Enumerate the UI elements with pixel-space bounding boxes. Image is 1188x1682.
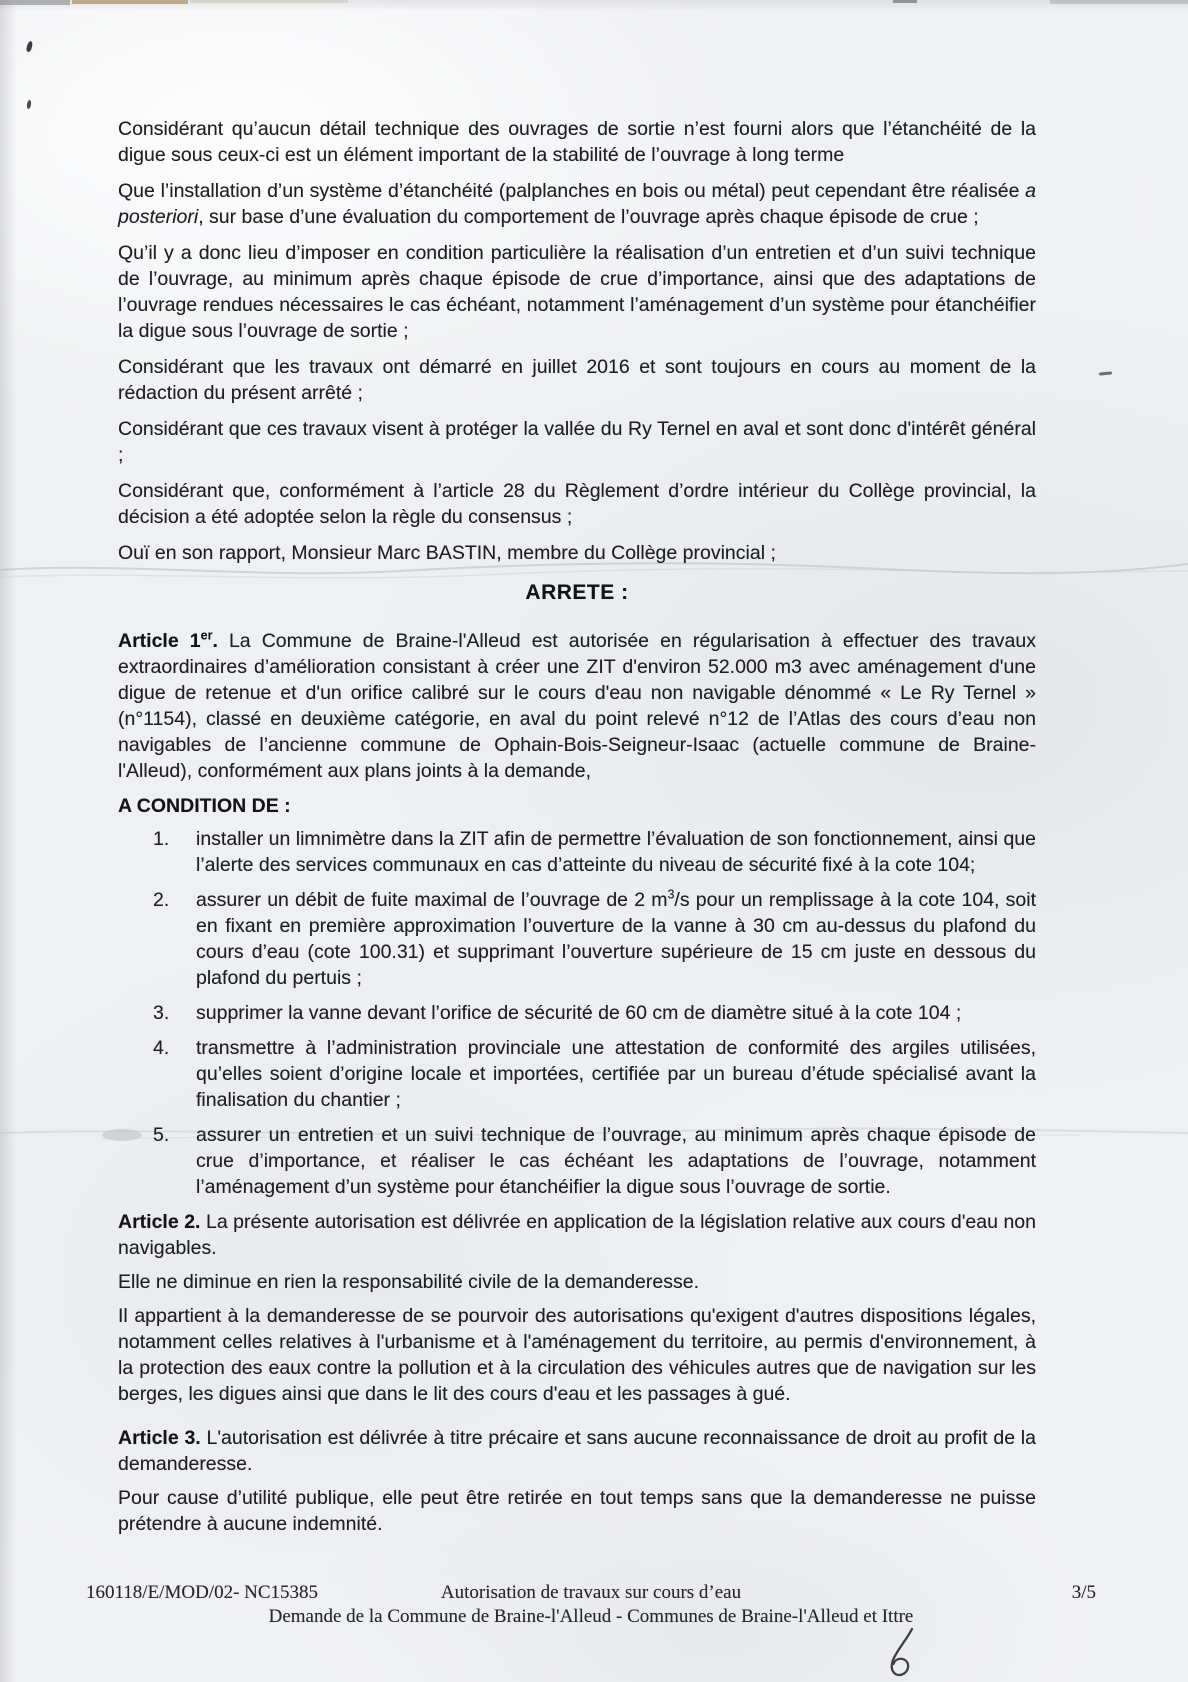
considerant-paragraph-1: Considérant qu’aucun détail technique des ouvrages de sortie n’est fourni alors que l’étanchéité de la digue sous ceux-ci est un élément important de la stabilité de l’ouvrage à long terme: [118, 118, 1036, 166]
considerant-paragraph-6: Considérant que, conformément à l’article 28 du Règlement d’ordre intérieur du Collège provincial, la décision a été adoptée selon la règle du consensus ;: [118, 480, 1036, 528]
page-footer: [86, 1581, 1096, 1628]
condition-item-5: [118, 1122, 1036, 1200]
footer-reference-number: 160118/E/MOD/02- NC15385: [86, 1582, 319, 1603]
condition-text: supprimer la vanne devant l’orifice de sécurité de 60 cm de diamètre situé à la cote 104 ;: [196, 1002, 962, 1024]
condition-text: /s pour un remplissage à la cote 104, soit en fixant en première approximation l’ouverture de la vanne à 30 cm au-dessus du plafond du cours d’eau (cote 100.31) et supprimant l’ouverture supérieure de 15 cm juste en dessous du plafond du pertuis ;: [196, 889, 1036, 989]
condition-item-1: [118, 826, 1036, 878]
considerant-paragraph-2: [118, 178, 1036, 230]
article-1-paragraph: [118, 628, 1036, 784]
condition-item-4: [118, 1035, 1036, 1113]
scan-artifact-top-strip-dark: [0, 0, 70, 5]
condition-text: installer un limnimètre dans la ZIT afin de permettre l’évaluation de son fonctionnement, ainsi que l’alerte des services communaux en cas d’atteinte du niveau de sécurité fixé à la cote 104;: [196, 828, 1036, 876]
footer-document-title: Autorisation de travaux sur cours d’eau: [440, 1582, 742, 1603]
footer-page-number: 3/5: [1071, 1582, 1096, 1603]
paragraph-text: Que l’installation d’un système d’étanchéité (palplanches en bois ou métal) peut cependant être réalisée: [118, 180, 1026, 202]
footer-line-1: [86, 1581, 1096, 1604]
article-1-label: Article 1: [118, 630, 201, 652]
scan-artifact-top-dash: [893, 0, 917, 3]
footer-subtitle: Demande de la Commune de Braine-l'Alleud - Communes de Braine-l'Alleud et Ittre: [268, 1606, 914, 1627]
condition-item-3: [118, 1000, 1036, 1026]
utilite-publique-paragraph: Pour cause d’utilité publique, elle peut être retirée en tout temps sans que la demanderesse ne puisse prétendre à aucune indemnité.: [118, 1487, 1036, 1535]
article-1-dot: .: [212, 630, 218, 652]
oui-rapport-paragraph: Ouï en son rapport, Monsieur Marc BASTIN, membre du Collège provincial ;: [118, 542, 776, 564]
document-body: [118, 116, 1036, 1547]
autres-dispositions-paragraph: Il appartient à la demanderesse de se pourvoir des autorisations qu'exigent d'autres dispositions légales, notamment celles relatives à l'urbanisme et à l'aménagement du territoire, au permis d'environnement, à la protection des eaux contre la pollution et à la circulation des véhicules autres que de navigation sur les berges, les digues ainsi que dans le lit des cours d'eau et les passages à gué.: [118, 1305, 1036, 1405]
considerant-paragraph-5: Considérant que ces travaux visent à protéger la vallée du Ry Ternel en aval et sont donc d'intérêt général ;: [118, 418, 1036, 466]
condition-item-2: [118, 887, 1036, 991]
condition-text: assurer un entretien et un suivi technique de l’ouvrage, au minimum après chaque épisode de crue d’importance, et réaliser le cas échéant les adaptations de l’ouvrage, notamment l’aménagement d’un système pour étanchéifier la digue sous l’ouvrage de sortie.: [196, 1124, 1036, 1198]
ink-speck-left-2: [26, 100, 32, 110]
handwritten-digit-6: [884, 1626, 920, 1682]
condition-number: 3.: [153, 1002, 170, 1024]
condition-text: assurer un débit de fuite maximal de l’ouvrage de 2 m: [196, 889, 668, 911]
article-1-ordinal-superscript: er: [200, 628, 213, 643]
article-1-text: La Commune de Braine-l'Alleud est autorisée en régularisation à effectuer des travaux extraordinaires d’amélioration consistant à créer une ZIT d'environ 52.000 m3 avec aménagement d'une digue de retenue et d'un orifice calibré sur le cours d'eau non navigable dénommé « Le Ry Ternel » (n°1154), classé en deuxième catégorie, en aval du point relevé n°12 de l’Atlas des cours d’eau non navigables de l’ancienne commune de Ophain-Bois-Seigneur-Isaac (actuelle commune de Braine-l'Alleud), conformément aux plans joints à la demande,: [118, 630, 1037, 782]
article-3-paragraph: [118, 1425, 1036, 1477]
condition-number: 5.: [153, 1124, 170, 1146]
condition-list: [118, 826, 1036, 1200]
article-3-label: Article 3.: [118, 1427, 201, 1449]
considerant-paragraph-3: Qu’il y a donc lieu d’imposer en condition particulière la réalisation d’un entretien et d’un suivi technique de l’ouvrage, au minimum après chaque épisode de crue d’importance, ainsi que des adaptations de l’ouvrage rendues nécessaires le cas échéant, notamment l’aménagement d’un système pour étanchéifier la digue sous l’ouvrage de sortie ;: [118, 242, 1036, 342]
paragraph-text: , sur base d’une évaluation du comportement de l’ouvrage après chaque épisode de crue ;: [198, 206, 979, 228]
condition-number: 4.: [153, 1037, 170, 1059]
article-3-text: L'autorisation est délivrée à titre précaire et sans aucune reconnaissance de droit au profit de la demanderesse.: [118, 1427, 1036, 1475]
article-2-label: Article 2.: [118, 1211, 201, 1233]
scan-artifact-top-strip-beige: [190, 0, 348, 3]
scan-artifact-top-strip-gray: [1050, 0, 1188, 4]
article-2-paragraph: [118, 1209, 1036, 1261]
ink-speck-left-1: [26, 41, 34, 53]
considerant-paragraph-4: Considérant que les travaux ont démarré en juillet 2016 et sont toujours en cours au moment de la rédaction du présent arrêté ;: [118, 356, 1036, 404]
scan-artifact-top-strip-tan: [72, 0, 188, 4]
article-2-text: La présente autorisation est délivrée en application de la législation relative aux cours d'eau non navigables.: [118, 1211, 1036, 1259]
arrete-heading: ARRETE :: [525, 581, 629, 604]
ink-speck-right: [1099, 371, 1112, 375]
condition-number: 2.: [153, 889, 170, 911]
cubic-meter-superscript: 3: [667, 887, 675, 902]
scan-artifact-left-shading: [0, 0, 16, 1682]
italic-latin-phrase: a posteriori: [118, 180, 1036, 228]
condition-text: transmettre à l’administration provinciale une attestation de conformité des argiles utilisées, qu’elles soient d’origine locale et importées, certifiée par un bureau d’étude spécialisé avant la finalisation du chantier ;: [196, 1037, 1036, 1111]
responsabilite-paragraph: Elle ne diminue en rien la responsabilité civile de la demanderesse.: [118, 1271, 700, 1293]
condition-number: 1.: [153, 828, 170, 850]
condition-heading: A CONDITION DE :: [118, 795, 291, 817]
